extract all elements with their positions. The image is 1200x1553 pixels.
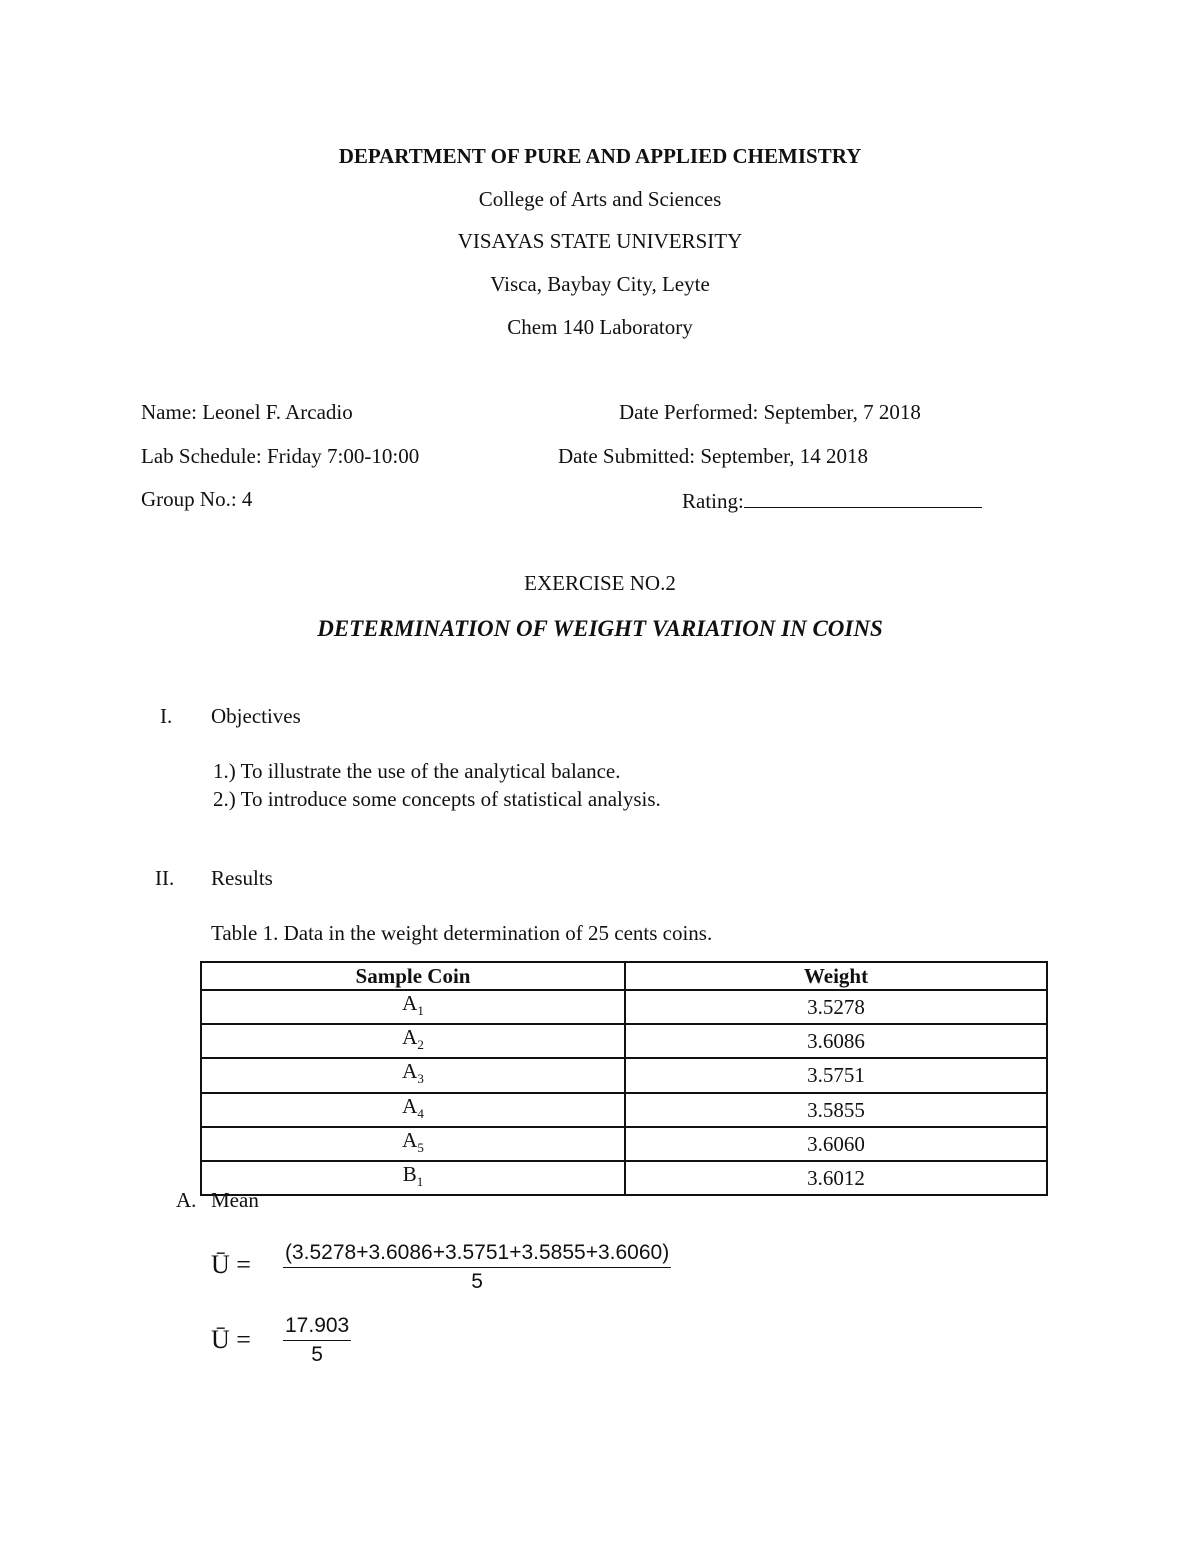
sample-coin-cell: $A_3$ xyxy=(201,1058,625,1092)
date-performed: Date Performed: September, 7 2018 xyxy=(619,400,921,424)
lab-schedule: Lab Schedule: Friday 7:00-10:00 xyxy=(141,444,420,468)
weight-cell: 3.5278 xyxy=(625,990,1047,1024)
equation-2-numerator: 17.903 xyxy=(283,1314,351,1341)
table-row xyxy=(201,1161,1047,1195)
weight-cell: 3.6012 xyxy=(625,1161,1047,1195)
sample-coin-cell: $A_1$ xyxy=(201,990,625,1024)
objectives-numeral: I. xyxy=(160,704,173,728)
weight-cell: 3.6086 xyxy=(625,1024,1047,1058)
weight-cell: 3.6060 xyxy=(625,1127,1047,1161)
column-header-weight: Weight xyxy=(625,962,1047,990)
coin-weight-table xyxy=(200,961,1048,1196)
table-row xyxy=(201,1024,1047,1058)
equation-1-denominator: 5 xyxy=(471,1270,483,1293)
table-row xyxy=(201,1127,1047,1161)
date-submitted: Date Submitted: September, 14 2018 xyxy=(558,444,869,468)
equation-2-denominator: 5 xyxy=(311,1343,323,1366)
mean-equation-2 xyxy=(283,1314,351,1367)
objectives-heading: Objectives xyxy=(211,704,301,728)
university-name: VISAYAS STATE UNIVERSITY xyxy=(457,229,743,253)
mean-heading: Mean xyxy=(211,1188,259,1212)
weight-cell: 3.5855 xyxy=(625,1093,1047,1127)
weight-cell: 3.5751 xyxy=(625,1058,1047,1092)
results-numeral: II. xyxy=(155,866,175,890)
objective-item-2: 2.) To introduce some concepts of statistical analysis. xyxy=(213,787,661,811)
student-name: Name: Leonel F. Arcadio xyxy=(141,400,353,424)
sample-coin-cell: $A_2$ xyxy=(201,1024,625,1058)
table-caption: Table 1. Data in the weight determination of 25 cents coins. xyxy=(211,921,713,945)
table-row xyxy=(201,1093,1047,1127)
exercise-number: EXERCISE NO.2 xyxy=(524,571,676,595)
university-location: Visca, Baybay City, Leyte xyxy=(490,272,710,296)
sample-coin-cell: $B_1$ xyxy=(201,1161,625,1195)
table-header-row xyxy=(201,962,1047,990)
table-row xyxy=(201,1058,1047,1092)
mean-equation-1 xyxy=(283,1241,671,1294)
sample-coin-cell: $A_4$ xyxy=(201,1093,625,1127)
rating-blank-line xyxy=(744,487,982,508)
mean-symbol-2: Ū = xyxy=(211,1325,251,1354)
department-heading: DEPARTMENT OF PURE AND APPLIED CHEMISTRY xyxy=(338,144,862,168)
sample-coin-cell: $A_5$ xyxy=(201,1127,625,1161)
mean-symbol-1: Ū = xyxy=(211,1250,251,1279)
rating-label: Rating: xyxy=(682,489,744,513)
group-number: Group No.: 4 xyxy=(141,487,253,511)
mean-letter: A. xyxy=(176,1188,197,1212)
course-name: Chem 140 Laboratory xyxy=(507,315,693,339)
exercise-title: DETERMINATION OF WEIGHT VARIATION IN COINS xyxy=(317,616,883,641)
objective-item-1: 1.) To illustrate the use of the analytical balance. xyxy=(213,759,621,783)
college-name: College of Arts and Sciences xyxy=(478,187,722,211)
results-heading: Results xyxy=(211,866,273,890)
column-header-sample-coin: Sample Coin xyxy=(201,962,625,990)
rating-field xyxy=(682,487,982,514)
equation-1-numerator: (3.5278+3.6086+3.5751+3.5855+3.6060) xyxy=(283,1241,671,1268)
table-row xyxy=(201,990,1047,1024)
